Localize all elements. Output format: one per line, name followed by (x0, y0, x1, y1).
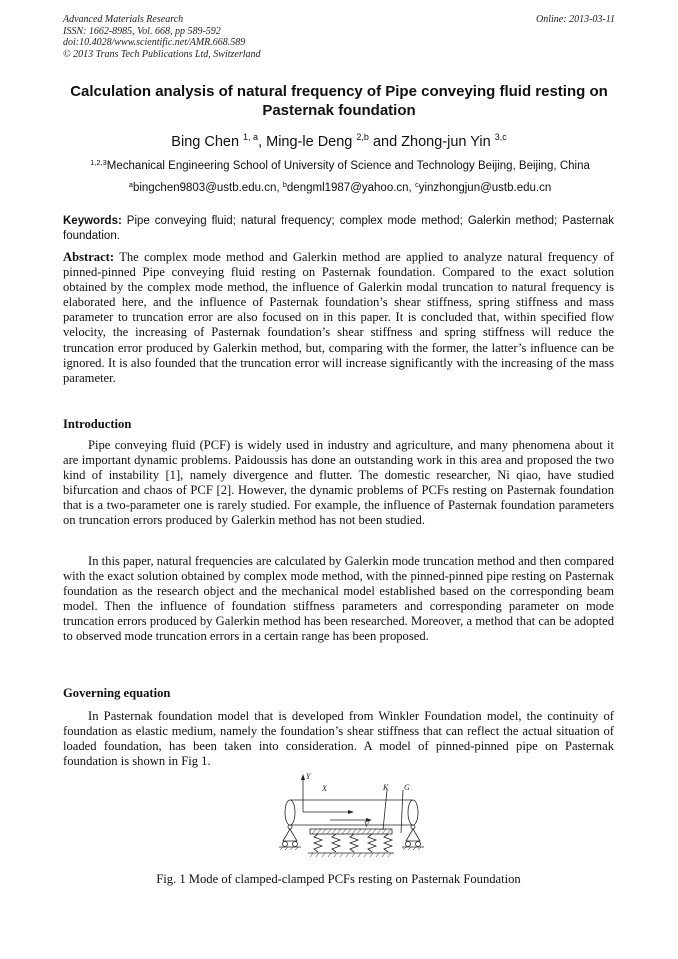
journal-doi: doi:10.4028/www.scientific.net/AMR.668.589 (63, 37, 246, 48)
email-link[interactable]: yinzhongjun@ustb.edu.cn (418, 182, 552, 194)
author-superscript: 2,b (356, 132, 369, 142)
author-name: Bing Chen (171, 134, 240, 150)
author-name: Ming-le Deng (266, 134, 353, 150)
keywords-text: Pipe conveying fluid; natural frequency; complex mode method; Galerkin method; Pasternak foundation. (63, 215, 614, 242)
author-superscript: 3,c (494, 132, 507, 142)
author-separator: , (258, 134, 267, 150)
affiliation-superscript: 1,2,3 (90, 158, 107, 167)
pipe-foundation-figure (270, 770, 430, 865)
x-arrowhead (348, 810, 354, 814)
paper-title: Calculation analysis of natural frequency of Pipe conveying fluid resting on Pasternak foundation (70, 83, 608, 119)
journal-name: Advanced Materials Research (63, 14, 184, 25)
online-date: Online: 2013-03-11 (536, 14, 615, 25)
y-axis-label: Y (306, 772, 311, 781)
right-support-triangle (406, 829, 420, 841)
k-label: K (383, 783, 389, 792)
right-roller (416, 842, 421, 847)
author-list (60, 128, 618, 151)
journal-issn: ISSN: 1662-8985, Vol. 668, pp 589-592 (63, 25, 221, 37)
email-link[interactable]: dengml1987@yahoo.cn, (286, 182, 415, 194)
g-leader-line (401, 790, 403, 833)
journal-copyright: © 2013 Trans Tech Publications Ltd, Switzerland (63, 48, 261, 60)
figure-caption: Fig. 1 Mode of clamped-clamped PCFs resting on Pasternak Foundation (156, 872, 521, 886)
author-name: Zhong-jun Yin (401, 134, 491, 150)
email-list (62, 178, 618, 195)
v-label: V (364, 820, 369, 829)
section-heading-introduction: Introduction (63, 417, 132, 431)
journal-header (63, 14, 261, 60)
spring (350, 834, 358, 852)
intro-paragraph-2: In this paper, natural frequencies are calculated by Galerkin mode truncation method and then compared with the exact solution obtained by complex mode method, with the pinned-pinned pipe resting on Pasternak foundation as the research object and the mechanical model established based on the corresponding beam model. Then the influence of foundation stiffness parameters and corresponding parameter on mode truncation errors produced by Galerkin method has been researched. Moreover, a method that can be adopted to observed mode truncation errors in a certain range has been proposed. (63, 554, 614, 644)
abstract-text: The complex mode method and Galerkin method are applied to analyze natural frequency of pinned-pinned Pipe conveying fluid resting on Pasternak foundation. Compared to the exact solution obtained by the complex mode method, the influence of Galerkin modal truncation to natural frequency is elaborated here, and the influence of Pasternak foundation’s shear stiffness, spring stiffness and mass parameter to truncation error are also focused on in this paper. It is concluded that, within specified flow velocity, the increasing of Pasternak foundation’s shear stiffness and spring stiffness will reduce the truncation error produced by Galerkin method, but, comparing with the former, the latter’s influence can be ignored. It is also founded that the truncation error will increase significantly with the increasing of the mass parameter. (63, 250, 614, 385)
left-support-triangle (283, 829, 297, 841)
g-label: G (404, 783, 410, 792)
abstract (63, 250, 614, 386)
governing-paragraph: In Pasternak foundation model that is developed from Winkler Foundation model, the continuity of foundation as elastic medium, namely the foundation’s shear stiffness that can reflect the actual situation of loaded foundation, has been taken into consideration. A model of pinned-pinned pipe on Pasternak foundation is shown in Fig 1. (63, 709, 614, 769)
email-superscript: b (282, 180, 287, 189)
left-support-hatch (280, 847, 298, 850)
author-superscript: 1, a (243, 132, 259, 142)
left-roller (293, 842, 298, 847)
spring (384, 834, 392, 852)
email-superscript: c (414, 180, 419, 189)
affiliation-text: Mechanical Engineering School of University of Science and Technology Beijing, Beijing, China (106, 160, 590, 172)
spring (332, 834, 340, 852)
keywords (63, 214, 614, 244)
section-heading-governing: Governing equation (63, 686, 171, 700)
ground-hatch (310, 853, 391, 857)
affiliation (62, 156, 618, 173)
author-and: and (368, 134, 402, 150)
pipe-right-end (408, 800, 418, 825)
right-roller (406, 842, 411, 847)
abstract-label: Abstract: (63, 250, 115, 264)
spring (314, 834, 322, 852)
left-roller (283, 842, 288, 847)
intro-paragraph-1: Pipe conveying fluid (PCF) is widely used in industry and agriculture, and many phenomena about it are important dynamic problems. Paidoussis has done an outstanding work in this area and proposed the two kind of instability [1], namely divergence and flutter. The domestic researcher, Ni qiao, have studied bifurcation and chaos of PCF [2]. However, the dynamic problems of PCFs resting on Pasternak foundation that is a two-parameter one is rarely studied. For example, the influence of Pasternak foundation parameters on truncation errors produced by Galerkin method has not been studied. (63, 438, 614, 528)
keywords-label: Keywords: (63, 215, 122, 227)
shear-layer-hatch (312, 829, 391, 834)
right-support-hatch (403, 847, 421, 850)
pipe-left-end (285, 800, 295, 825)
y-arrowhead (301, 774, 305, 780)
x-axis-label: X (322, 784, 327, 793)
k-leader-line (383, 790, 387, 830)
email-link[interactable]: bingchen9803@ustb.edu.cn, (132, 182, 283, 194)
spring (368, 834, 376, 852)
email-superscript: a (128, 180, 133, 189)
